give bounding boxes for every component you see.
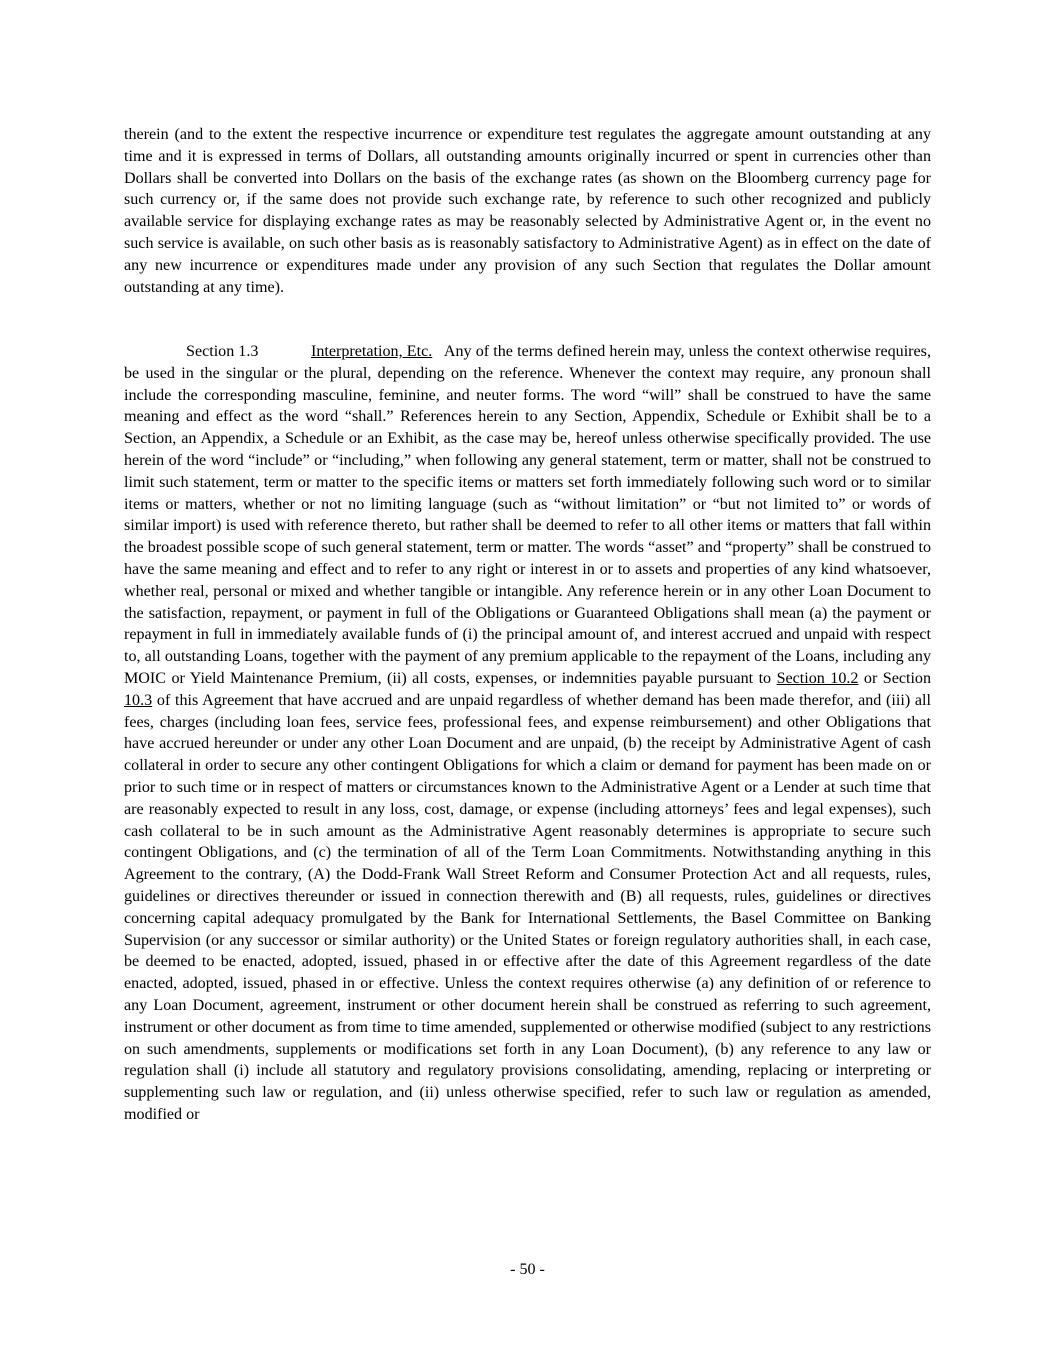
- section-reference-10-2: Section 10.2: [776, 669, 859, 687]
- section-text-part-a: Any of the terms defined herein may, unless the context otherwise requires, be used in the singular or the plural, depending on the reference. Whenever the context may require, any pronoun shall include the corresponding masculine, feminine, and neuter forms. The word “will” shall be construed to have the same meaning and effect as the word “shall.” References herein to any Section, Appendix, Schedule or Exhibit shall be to a Section, an Appendix, a Schedule or an Exhibit, as the case may be, hereof unless otherwise specifically provided. The use herein of the word “include” or “including,” when following any general statement, term or matter, shall not be construed to limit such statement, term or matter to the specific items or matters set forth immediately following such word or to similar items or matters, whether or not no limiting language (such as “without limitation” or “but not limited to” or words of similar import) is used with reference thereto, but rather shall be deemed to refer to all other items or matters that fall within the broadest possible scope of such general statement, term or matter. The words “asset” and “property” shall be construed to have the same meaning and effect and to refer to any right or interest in or to assets and properties of any kind whatsoever, whether real, personal or mixed and whether tangible or intangible. Any reference herein or in any other Loan Document to the satisfaction, repayment, or payment in full of the Obligations or Guaranteed Obligations shall mean (a) the payment or repayment in full in immediately available funds of (i) the principal amount of, and interest accrued and unpaid with respect to, all outstanding Loans, together with the payment of any premium applicable to the repayment of the Loans, including any MOIC or Yield Maintenance Premium, (ii) all costs, expenses, or indemnities payable pursuant to: [124, 343, 931, 687]
- section-reference-10-3: 10.3: [124, 691, 153, 709]
- section-text-part-b: or Section: [863, 669, 932, 687]
- section-number: Section 1.3: [186, 343, 259, 360]
- paragraph-text: therein (and to the extent the respective incurrence or expenditure test regulates the aggregate amount outstanding at any time and it is expressed in terms of Dollars, all outstanding amounts originally incurred or spent in currencies other than Dollars shall be converted into Dollars on the basis of the exchange rates (as shown on the Bloomberg currency page for such currency or, if the same does not provide such exchange rate, by reference to such other recognized and publicly available service for displaying exchange rates as may be reasonably selected by Administrative Agent or, in the event no such service is available, on such other basis as is reasonably satisfactory to Administrative Agent) as in effect on the date of any new incurrence or expenditures made under any provision of any such Section that regulates the Dollar amount outstanding at any time).: [124, 126, 931, 296]
- page-number: - 50 -: [510, 1261, 545, 1278]
- section-heading: Interpretation, Etc.: [311, 343, 433, 360]
- section-1-3-paragraph: [124, 341, 931, 1126]
- paragraph-continued: [124, 124, 931, 298]
- section-text-part-c: of this Agreement that have accrued and are unpaid regardless of whether demand has been made therefor, and (iii) all fees, charges (including loan fees, service fees, professional fees, and expense reimbursement) and other Obligations that have accrued hereunder or under any other Loan Document and are unpaid, (b) the receipt by Administrative Agent of cash collateral in order to secure any other contingent Obligations for which a claim or demand for payment has been made on or prior to such time or in respect of matters or circumstances known to the Administrative Agent or a Lender at such time that are reasonably expected to result in any loss, cost, damage, or expense (including attorneys’ fees and legal expenses), such cash collateral to be in such amount as the Administrative Agent reasonably determines is appropriate to secure such contingent Obligations, and (c) the termination of all of the Term Loan Commitments. Notwithstanding anything in this Agreement to the contrary, (A) the Dodd-Frank Wall Street Reform and Consumer Protection Act and all requests, rules, guidelines or directives thereunder or issued in connection therewith and (B) all requests, rules, guidelines or directives concerning capital adequacy promulgated by the Bank for International Settlements, the Basel Committee on Banking Supervision (or any successor or similar authority) or the United States or foreign regulatory authorities shall, in each case, be deemed to be enacted, adopted, issued, phased in or effective after the date of this Agreement regardless of the date enacted, adopted, issued, phased in or effective. Unless the context requires otherwise (a) any definition of or reference to any Loan Document, agreement, instrument or other document herein shall be construed as referring to such agreement, instrument or other document as from time to time amended, supplemented or otherwise modified (subject to any restrictions on such amendments, supplements or modifications set forth in any Loan Document), (b) any reference to any law or regulation shall (i) include all statutory and regulatory provisions consolidating, amending, replacing or interpreting or supplementing such law or regulation, and (ii) unless otherwise specified, refer to such law or regulation as amended, modified or: [124, 691, 931, 1123]
